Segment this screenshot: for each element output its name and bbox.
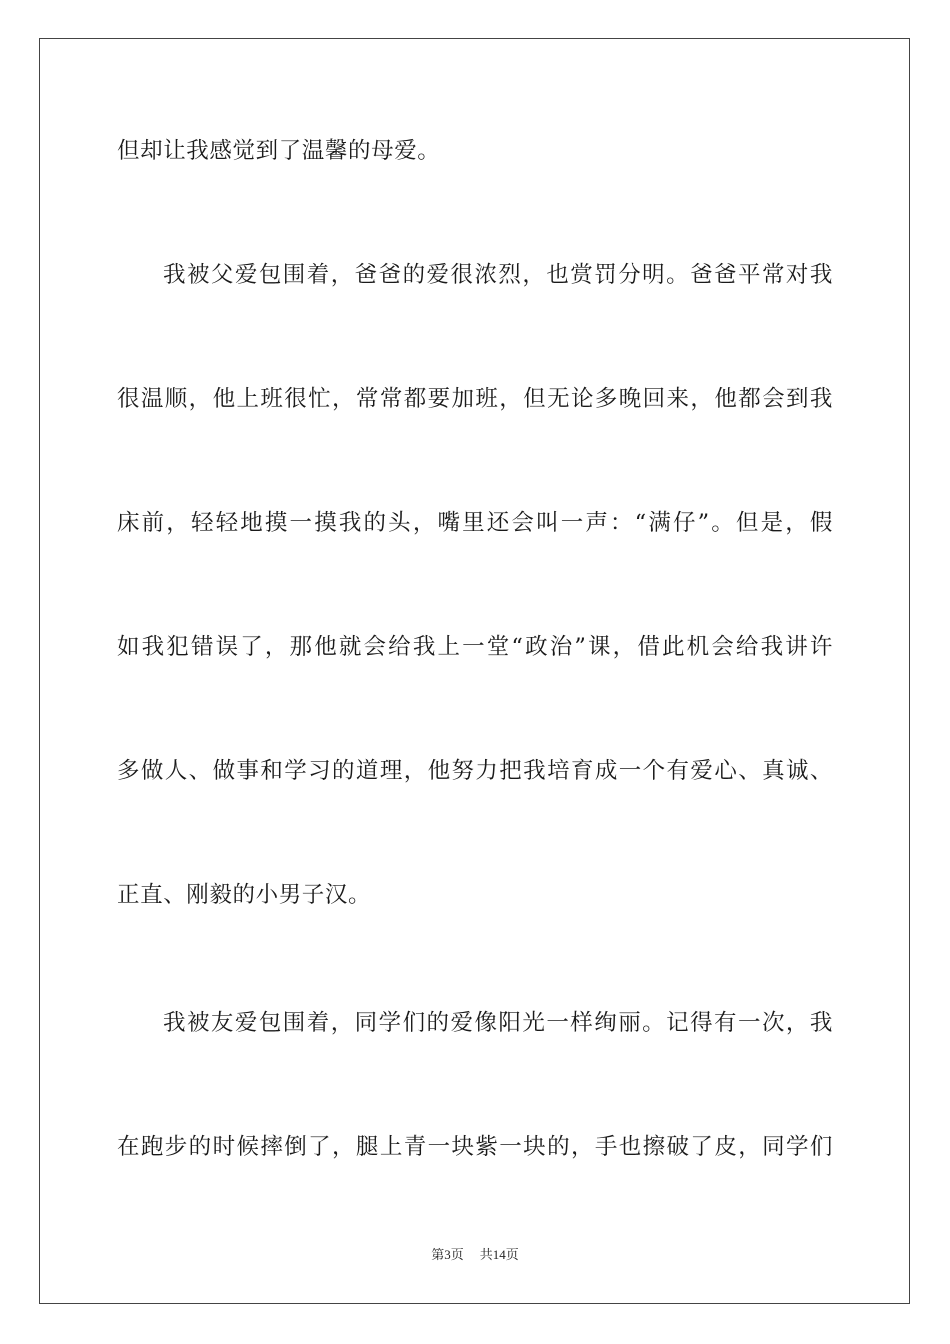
text-line-9: 在跑步的时候摔倒了，腿上青一块紫一块的，手也擦破了皮，同学们 <box>117 1134 833 1160</box>
text-line-2: 我被父爱包围着，爸爸的爱很浓烈，也赏罚分明。爸爸平常对我 <box>163 262 833 288</box>
page-border <box>39 38 910 1304</box>
page-total: 共14页 <box>479 1247 519 1262</box>
text-line-8: 我被友爱包围着，同学们的爱像阳光一样绚丽。记得有一次，我 <box>163 1010 833 1036</box>
page-footer <box>0 1246 950 1264</box>
text-line-5: 如我犯错误了，那他就会给我上一堂“政治”课，借此机会给我讲许 <box>117 634 833 660</box>
text-line-4: 床前，轻轻地摸一摸我的头，嘴里还会叫一声：“满仔”。但是，假 <box>117 510 833 536</box>
text-line-7: 正直、刚毅的小男子汉。 <box>117 882 372 908</box>
text-line-1: 但却让我感觉到了温馨的母爱。 <box>117 138 441 164</box>
text-line-3: 很温顺，他上班很忙，常常都要加班，但无论多晚回来，他都会到我 <box>117 386 833 412</box>
text-line-6: 多做人、做事和学习的道理，他努力把我培育成一个有爱心、真诚、 <box>117 758 833 784</box>
page-number: 第3页 <box>431 1247 464 1262</box>
